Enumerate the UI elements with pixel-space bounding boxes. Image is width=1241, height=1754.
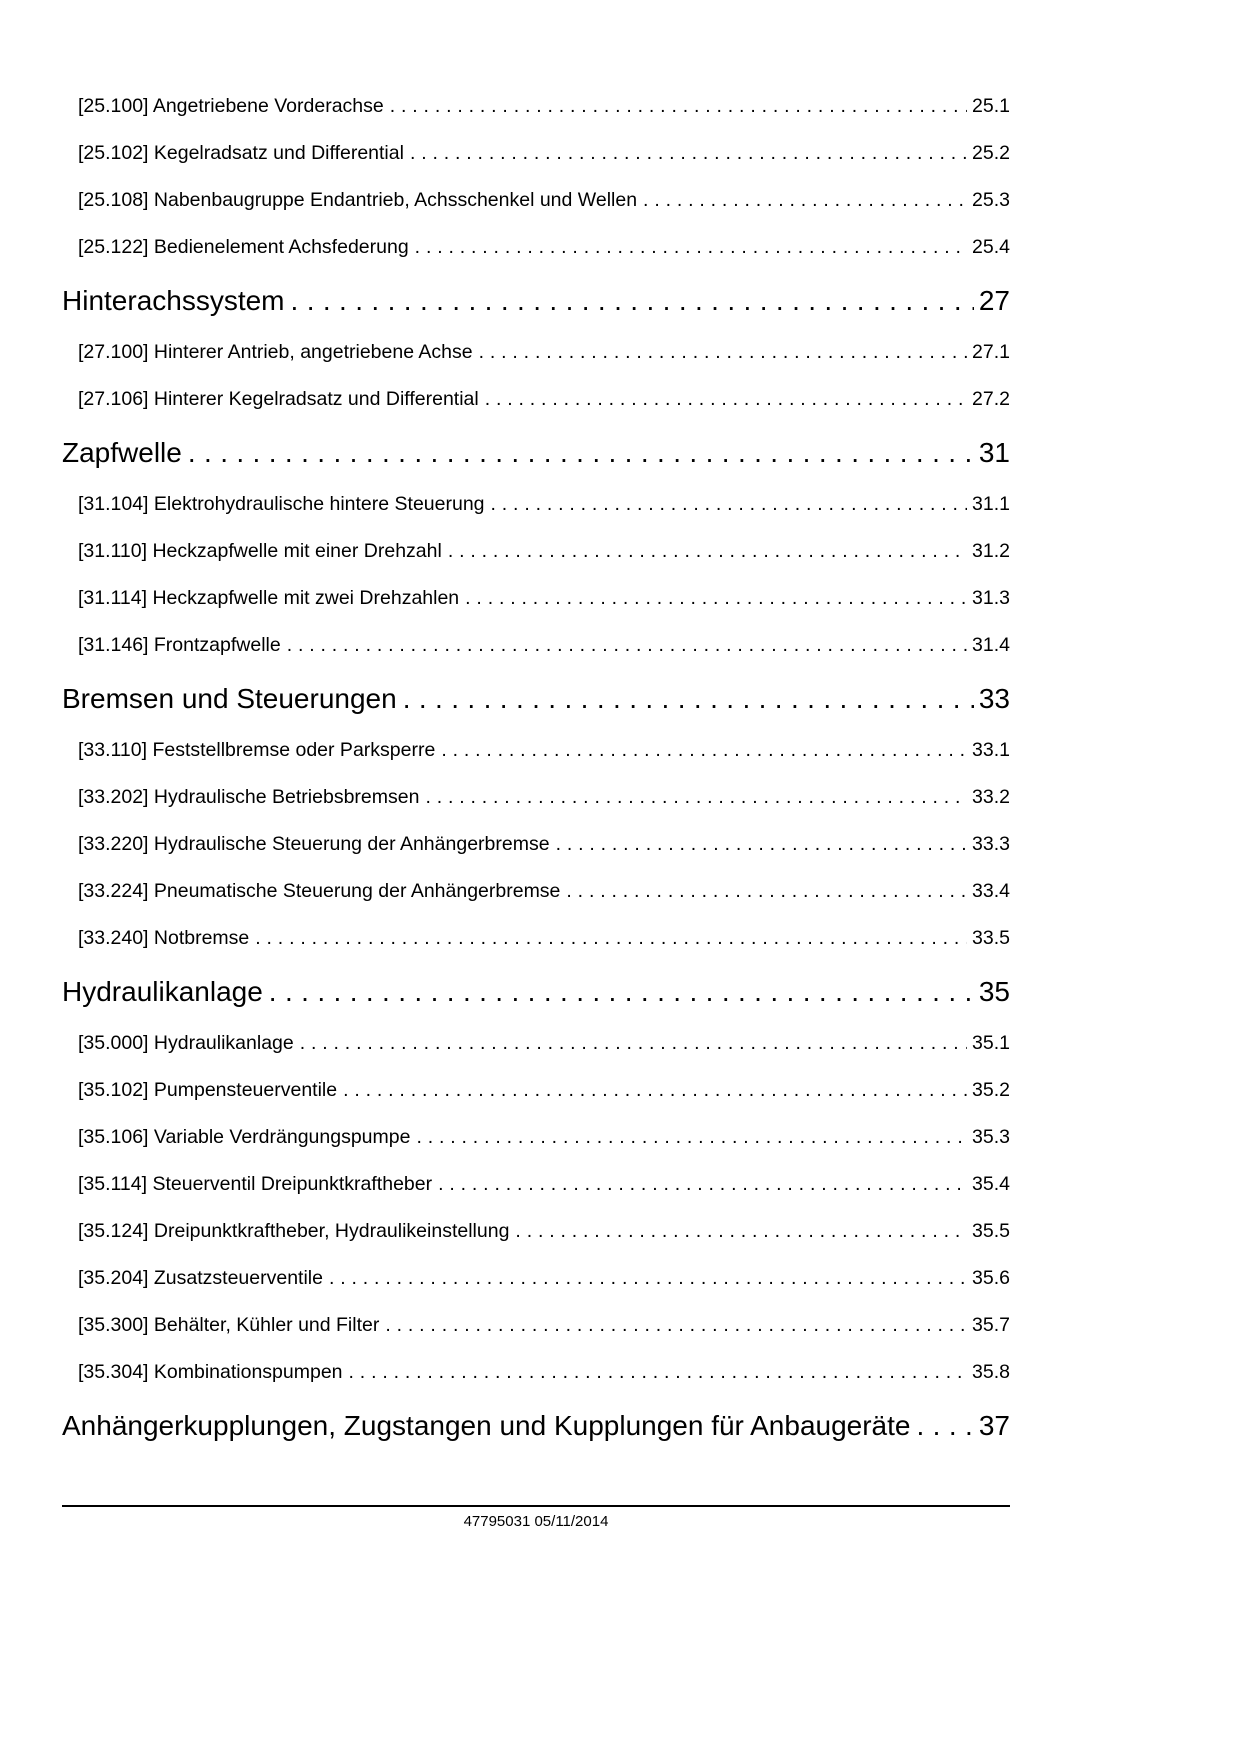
toc-entry-row[interactable] <box>62 1031 1010 1056</box>
page-footer <box>62 1505 1010 1531</box>
toc-entry-label: Bremsen und Steuerungen <box>62 683 397 714</box>
toc-entry-label: [25.102] Kegelradsatz und Differential <box>78 142 404 164</box>
toc-entry-row[interactable] <box>62 926 1010 951</box>
toc-entry-row[interactable] <box>62 633 1010 658</box>
toc-entry-label: Anhängerkupplungen, Zugstangen und Kupplungen für Anbaugeräte <box>62 1410 911 1441</box>
toc-entry-label: [27.106] Hinterer Kegelradsatz und Differential <box>78 388 479 410</box>
dotted-leader <box>465 586 967 611</box>
dotted-leader <box>916 1407 973 1445</box>
toc-entry-page: 33.3 <box>972 833 1010 855</box>
dotted-leader <box>300 1031 967 1056</box>
toc-entry-label: [35.114] Steuerventil Dreipunktkraftheber <box>78 1173 433 1195</box>
toc-entry-label: [35.300] Behälter, Kühler und Filter <box>78 1314 380 1336</box>
dotted-leader <box>491 492 968 517</box>
dotted-leader <box>438 1172 967 1197</box>
toc-entry-label: [31.110] Heckzapfwelle mit einer Drehzahl <box>78 540 442 562</box>
toc-entry-row[interactable] <box>62 1313 1010 1338</box>
toc-section-row[interactable] <box>62 434 1010 472</box>
toc-entry-row[interactable] <box>62 879 1010 904</box>
toc-entry-page: 31.3 <box>972 587 1010 609</box>
toc-section-row[interactable] <box>62 282 1010 320</box>
toc-entry-label: [33.110] Feststellbremse oder Parksperre <box>78 739 436 761</box>
toc-entry-page: 25.4 <box>972 236 1010 258</box>
toc-entry-row[interactable] <box>62 1266 1010 1291</box>
toc-entry-row[interactable] <box>62 1125 1010 1150</box>
toc-entry-label: [35.102] Pumpensteuerventile <box>78 1079 338 1101</box>
dotted-leader <box>643 188 967 213</box>
toc-entry-label: Zapfwelle <box>62 437 182 468</box>
toc-entry-page: 35.3 <box>972 1126 1010 1148</box>
toc-entry-row[interactable] <box>62 387 1010 412</box>
dotted-leader <box>415 235 967 260</box>
dotted-leader <box>556 832 967 857</box>
toc <box>62 94 1010 1465</box>
toc-entry-label: Hinterachssystem <box>62 285 285 316</box>
toc-entry-page: 25.3 <box>972 189 1010 211</box>
toc-entry-page: 31.1 <box>972 493 1010 515</box>
toc-entry-label: [35.124] Dreipunktkraftheber, Hydraulikeinstellung <box>78 1220 510 1242</box>
toc-entry-label: [31.114] Heckzapfwelle mit zwei Drehzahlen <box>78 587 460 609</box>
toc-entry-label: [25.100] Angetriebene Vorderachse <box>78 95 384 117</box>
dotted-leader <box>390 94 967 119</box>
dotted-leader <box>385 1313 967 1338</box>
toc-section-row[interactable] <box>62 1407 1010 1445</box>
toc-entry-row[interactable] <box>62 1172 1010 1197</box>
toc-entry-page: 31.2 <box>972 540 1010 562</box>
toc-section-row[interactable] <box>62 680 1010 718</box>
toc-entry-label: [33.240] Notbremse <box>78 927 250 949</box>
toc-entry-row[interactable] <box>62 94 1010 119</box>
toc-entry-label: [33.224] Pneumatische Steuerung der Anhängerbremse <box>78 880 561 902</box>
toc-entry-row[interactable] <box>62 785 1010 810</box>
toc-entry-label: [35.304] Kombinationspumpen <box>78 1361 343 1383</box>
toc-entry-page: 25.1 <box>972 95 1010 117</box>
dotted-leader <box>441 738 967 763</box>
toc-entry-row[interactable] <box>62 235 1010 260</box>
toc-entry-page: 27.2 <box>972 388 1010 410</box>
toc-entry-label: [35.106] Variable Verdrängungspumpe <box>78 1126 411 1148</box>
toc-entry-page: 33.2 <box>972 786 1010 808</box>
toc-entry-page: 33.5 <box>972 927 1010 949</box>
toc-entry-row[interactable] <box>62 340 1010 365</box>
toc-entry-label: [35.000] Hydraulikanlage <box>78 1032 294 1054</box>
dotted-leader <box>403 680 974 718</box>
dotted-leader <box>291 282 974 320</box>
toc-entry-page: 33.4 <box>972 880 1010 902</box>
toc-entry-row[interactable] <box>62 1219 1010 1244</box>
toc-entry-row[interactable] <box>62 539 1010 564</box>
toc-entry-page: 27.1 <box>972 341 1010 363</box>
toc-entry-page: 35.2 <box>972 1079 1010 1101</box>
toc-entry-page: 25.2 <box>972 142 1010 164</box>
dotted-leader <box>448 539 967 564</box>
dotted-leader <box>416 1125 967 1150</box>
toc-entry-page: 27 <box>978 285 1010 316</box>
toc-section-row[interactable] <box>62 973 1010 1011</box>
toc-entry-page: 33 <box>978 683 1010 714</box>
dotted-leader <box>410 141 967 166</box>
dotted-leader <box>515 1219 967 1244</box>
toc-entry-page: 35.4 <box>972 1173 1010 1195</box>
toc-entry-row[interactable] <box>62 1078 1010 1103</box>
dotted-leader <box>485 387 967 412</box>
dotted-leader <box>479 340 967 365</box>
footer-text: 47795031 05/11/2014 <box>463 1513 609 1530</box>
toc-entry-label: [33.202] Hydraulische Betriebsbremsen <box>78 786 420 808</box>
toc-entry-row[interactable] <box>62 1360 1010 1385</box>
dotted-leader <box>255 926 967 951</box>
toc-entry-label: [31.146] Frontzapfwelle <box>78 634 281 656</box>
dotted-leader <box>349 1360 968 1385</box>
toc-entry-page: 35.8 <box>972 1361 1010 1383</box>
toc-entry-label: [33.220] Hydraulische Steuerung der Anhängerbremse <box>78 833 550 855</box>
toc-entry-label: [35.204] Zusatzsteuerventile <box>78 1267 323 1289</box>
toc-entry-row[interactable] <box>62 738 1010 763</box>
dotted-leader <box>566 879 967 904</box>
dotted-leader <box>188 434 974 472</box>
dotted-leader <box>287 633 967 658</box>
toc-entry-label: [25.122] Bedienelement Achsfederung <box>78 236 409 258</box>
dotted-leader <box>329 1266 967 1291</box>
toc-entry-page: 35.5 <box>972 1220 1010 1242</box>
toc-entry-row[interactable] <box>62 492 1010 517</box>
toc-entry-page: 35 <box>978 976 1010 1007</box>
toc-entry-label: [31.104] Elektrohydraulische hintere Steuerung <box>78 493 485 515</box>
toc-entry-row[interactable] <box>62 832 1010 857</box>
toc-entry-row[interactable] <box>62 188 1010 213</box>
toc-entry-page: 35.7 <box>972 1314 1010 1336</box>
toc-entry-page: 35.6 <box>972 1267 1010 1289</box>
dotted-leader <box>425 785 967 810</box>
dotted-leader <box>343 1078 967 1103</box>
toc-entry-page: 35.1 <box>972 1032 1010 1054</box>
toc-entry-page: 31.4 <box>972 634 1010 656</box>
toc-entry-page: 33.1 <box>972 739 1010 761</box>
toc-entry-label: [27.100] Hinterer Antrieb, angetriebene Achse <box>78 341 473 363</box>
toc-entry-row[interactable] <box>62 141 1010 166</box>
toc-entry-page: 31 <box>978 437 1010 468</box>
toc-entry-label: Hydraulikanlage <box>62 976 263 1007</box>
toc-entry-page: 37 <box>978 1410 1010 1441</box>
toc-entry-label: [25.108] Nabenbaugruppe Endantrieb, Achsschenkel und Wellen <box>78 189 638 211</box>
toc-entry-row[interactable] <box>62 586 1010 611</box>
dotted-leader <box>269 973 974 1011</box>
